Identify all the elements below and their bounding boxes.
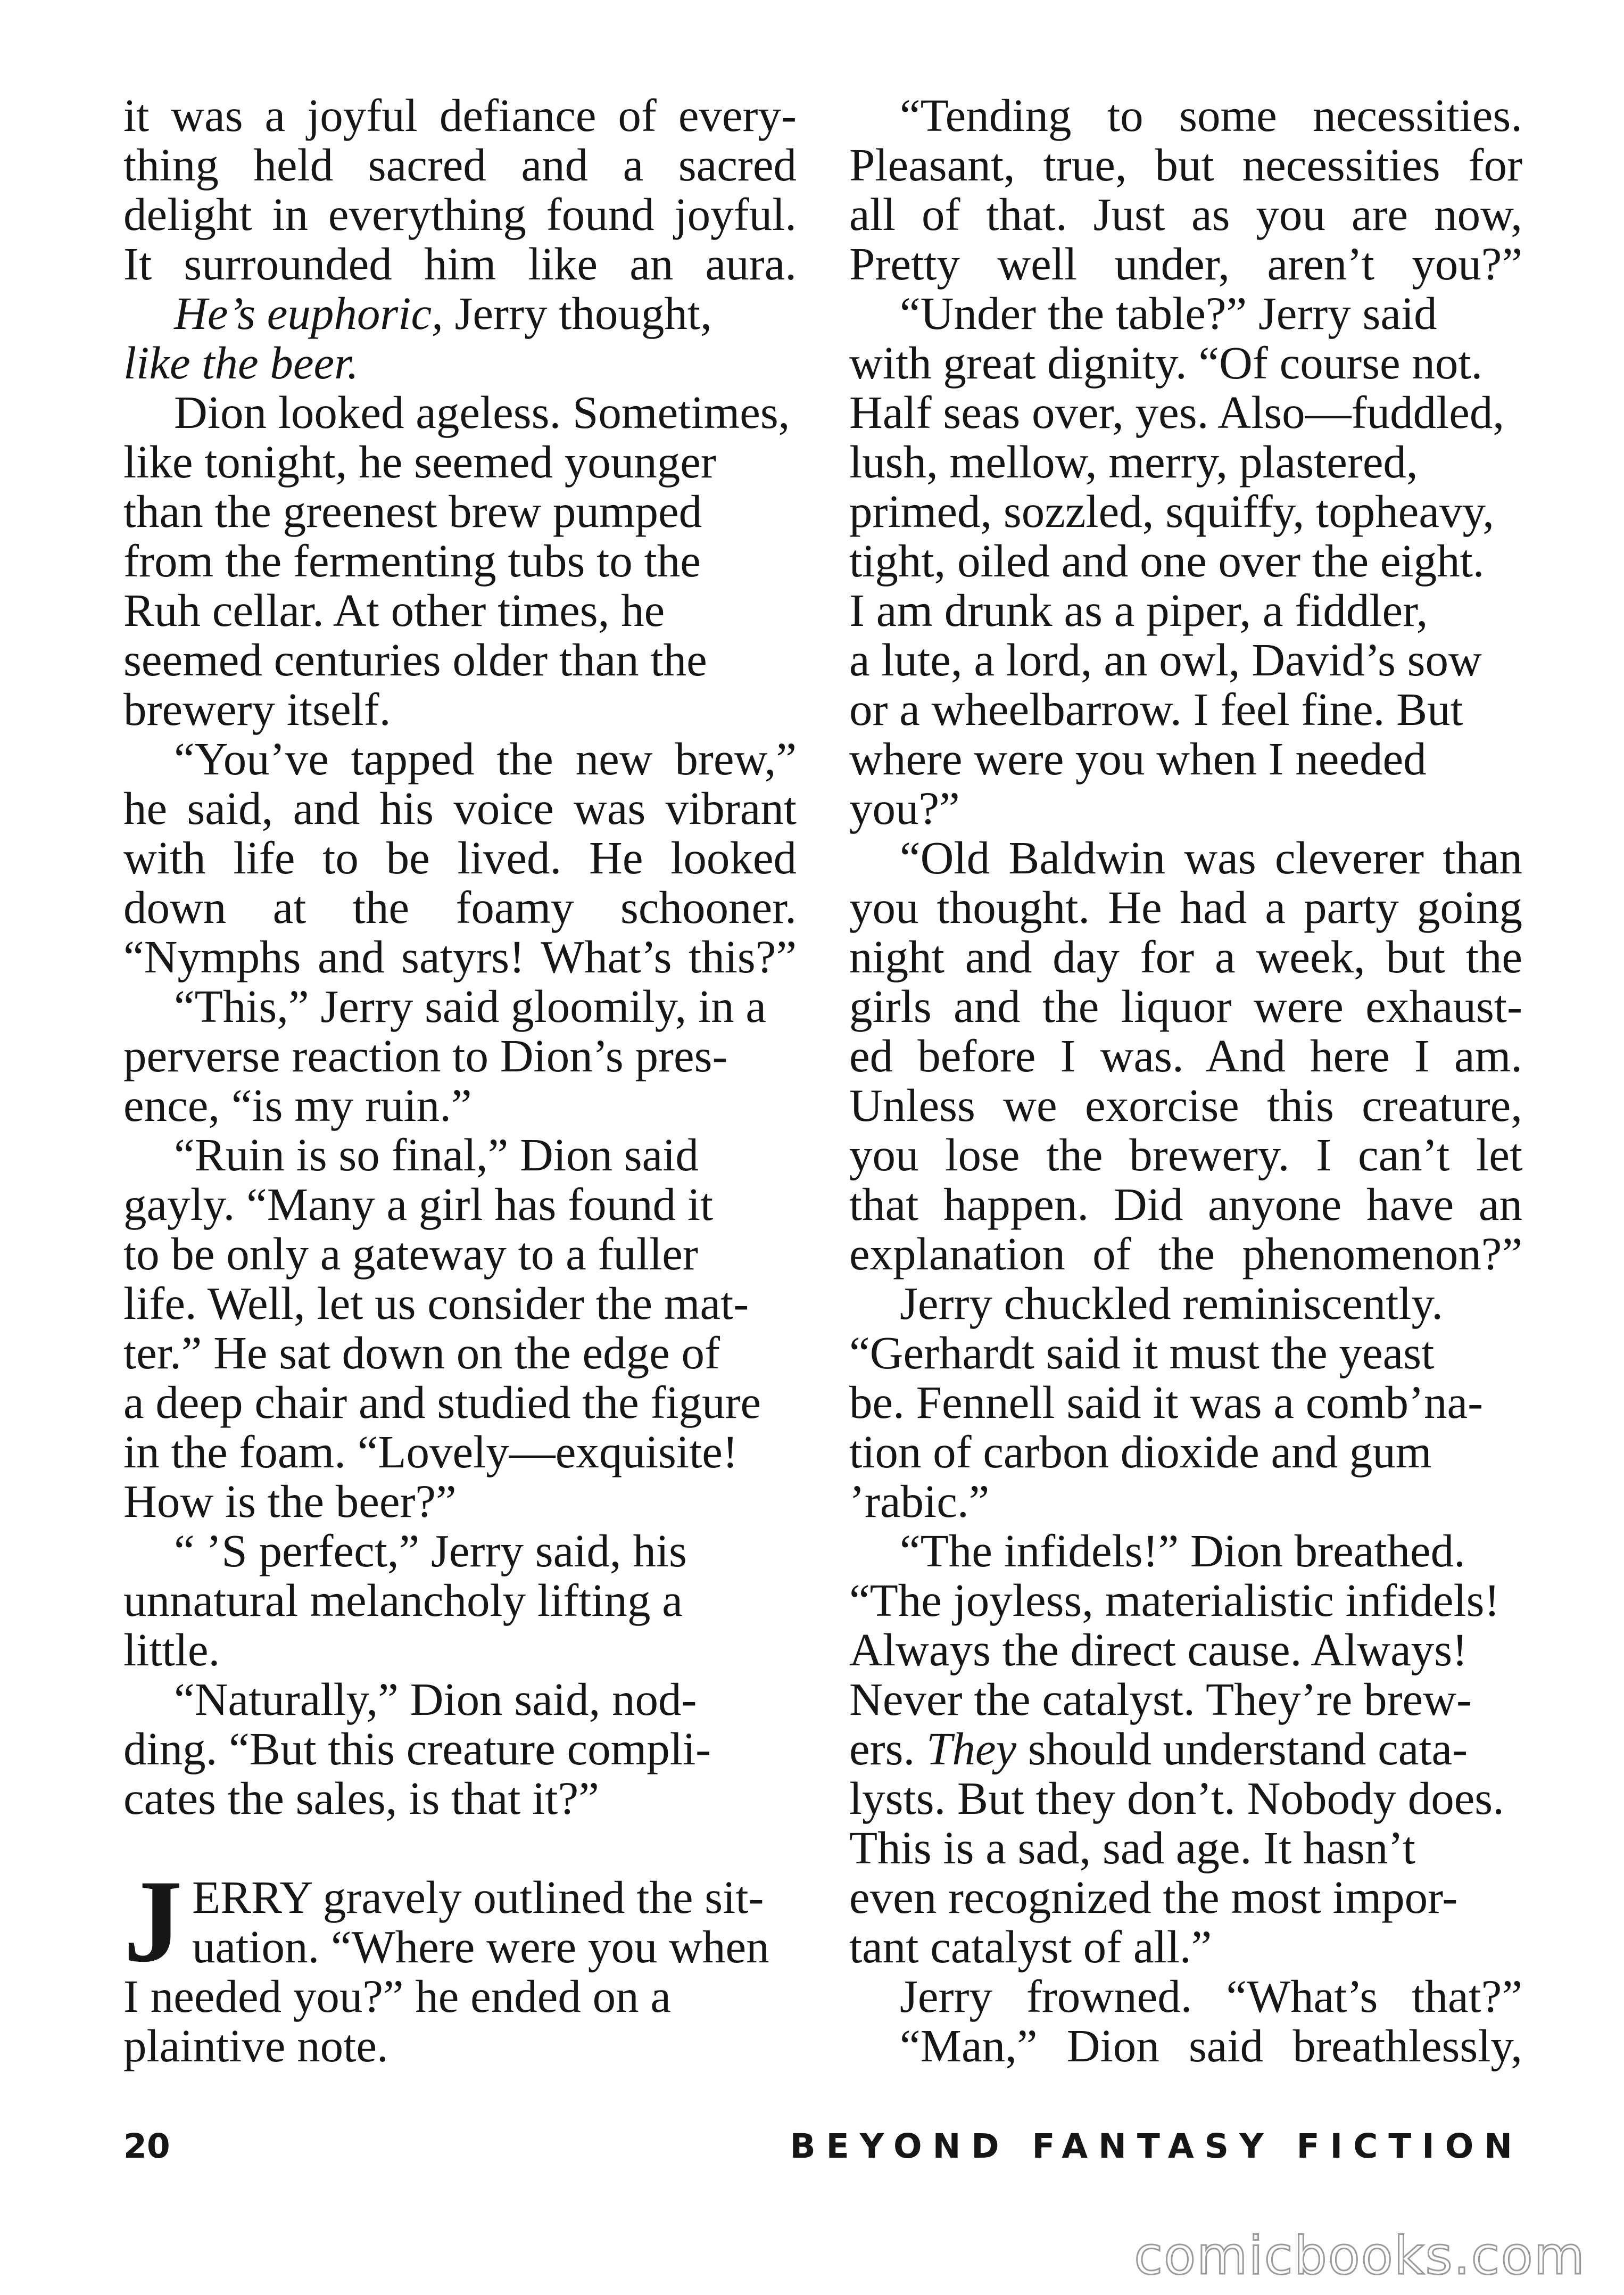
italic-text: He’s euphoric, [174,287,443,339]
text-line: tight, oiled and one over the eight. [849,535,1485,587]
paragraph [849,2021,1522,2070]
text-line: in the foam. “Lovely—exquisite! [123,1426,738,1477]
text-line: from the fermenting tubs to the [123,535,701,587]
text-line: ’rabic.” [849,1475,990,1527]
text-line: I needed you?” he ended on a [123,1970,672,2022]
text-line: “Gerhardt said it must the yeast [849,1327,1435,1378]
magazine-title: BEYOND FANTASY FICTION [790,2127,1523,2166]
text-line: Jerry chuckled reminiscently. [900,1277,1444,1329]
right-column [849,90,1522,2070]
text-line: lush, mellow, merry, plastered, [849,436,1418,488]
text-line: it was a joyful defiance of every- [123,89,797,141]
paragraph [849,833,1522,1278]
text-line: little. [123,1624,220,1675]
drop-cap: J [123,1856,183,1987]
text-line: ers. [849,1723,926,1774]
paragraph [123,90,797,288]
text-line: ter.” He sat down on the edge of [123,1327,720,1378]
text-line: all of that. Just as you are now, [849,188,1522,240]
text-line: to be only a gateway to a fuller [123,1228,698,1279]
text-line: girls and the liquor were exhaust- [849,980,1522,1032]
text-line: Always the direct cause. Always! [849,1624,1468,1675]
text-line: be. Fennell said it was a comb’na- [849,1376,1484,1428]
text-line: Dion looked ageless. Sometimes, [174,386,790,438]
text-line: “Naturally,” Dion said, nod- [174,1673,697,1725]
paragraph [123,387,797,734]
text-line: primed, sozzled, squiffy, topheavy, [849,485,1495,537]
text-line: you lose the brewery. I can’t let [849,1129,1522,1180]
text-line: Never the catalyst. They’re brew- [849,1673,1472,1725]
text-line: where were you when I needed [849,733,1427,785]
paragraph [123,1526,797,1674]
text-line: lysts. But they don’t. Nobody does. [849,1772,1504,1824]
text-line: “Tending to some necessities. [900,89,1522,141]
text-line: that happen. Did anyone have an [849,1178,1522,1230]
text-line: Jerry frowned. “What’s that?” [900,1970,1522,2022]
watermark: comicbooks.com [1134,2226,1586,2286]
text-line: even recognized the most impor- [849,1871,1458,1923]
text-line: ding. “But this creature compli- [123,1723,711,1774]
text-line: tant catalyst of all.” [849,1921,1212,1972]
paragraph [123,1856,797,2071]
page-number: 20 [123,2127,170,2166]
text-line: ERRY gravely outlined the sit- [192,1871,764,1923]
text-line: “Man,” Dion said breathlessly, [900,2020,1522,2071]
paragraph [123,1674,797,1823]
text-line: seemed centuries older than the [123,634,707,686]
text-line: It surrounded him like an aura. [123,238,797,290]
text-line: like tonight, he seemed younger [123,436,716,488]
text-line: Ruh cellar. At other times, he [123,584,665,636]
text-line: gayly. “Many a girl has found it [123,1178,714,1230]
text-line: uation. “Where were you when [192,1921,769,1972]
text-line: unnatural melancholy lifting a [123,1574,683,1626]
text-line: Half seas over, yes. Also—fuddled, [849,386,1505,438]
paragraph [849,1278,1522,1526]
paragraph [123,288,797,387]
text-line: perverse reaction to Dion’s pres- [123,1030,728,1082]
text-line: Jerry thought, [443,287,712,339]
paragraph [849,1526,1522,1971]
text-line: Unless we exorcise this creature, [849,1079,1522,1131]
text-line: “The joyless, materialistic infidels! [849,1574,1500,1626]
italic-text: like the beer. [123,337,359,389]
text-line: I am drunk as a piper, a fiddler, [849,584,1428,636]
text-line: night and day for a week, but the [849,931,1522,983]
text-line: thing held sacred and a sacred [123,139,797,191]
text-line: “This,” Jerry said gloomily, in a [174,980,767,1032]
text-line: you thought. He had a party going [849,881,1522,933]
paragraph [123,981,797,1130]
text-line: he said, and his voice was vibrant [123,782,797,834]
text-line: ence, “is my ruin.” [123,1079,472,1131]
text-line: brewery itself. [123,683,391,735]
paragraph [849,288,1522,833]
text-line: Pretty well under, aren’t you?” [849,238,1522,290]
text-line: “Ruin is so final,” Dion said [174,1129,699,1180]
text-line: explanation of the phenomenon?” [849,1228,1522,1279]
text-line: delight in everything found joyful. [123,188,797,240]
text-line: ed before I was. And here I am. [849,1030,1522,1082]
paragraph [849,90,1522,288]
text-line: than the greenest brew pumped [123,485,702,537]
text-line: “The infidels!” Dion breathed. [900,1525,1465,1576]
section-break [123,1823,797,1872]
left-column [123,90,797,2070]
text-line: should understand cata- [1016,1723,1468,1774]
text-line: tion of carbon dioxide and gum [849,1426,1432,1477]
text-line: plaintive note. [123,2020,388,2071]
text-line: This is a sad, sad age. It hasn’t [849,1822,1415,1873]
text-line: cates the sales, is that it?” [123,1772,599,1824]
text-line: “You’ve tapped the new brew,” [174,733,797,785]
paragraph [849,1971,1522,2021]
italic-text: They [926,1723,1017,1774]
text-line: Pleasant, true, but necessities for [849,139,1522,191]
text-line: with life to be lived. He looked [123,832,797,884]
text-line: down at the foamy schooner. [123,881,797,933]
text-line: “ ’S perfect,” Jerry said, his [174,1525,687,1576]
text-line: “Old Baldwin was cleverer than [900,832,1522,884]
text-line: life. Well, let us consider the mat- [123,1277,749,1329]
text-line: “Under the table?” Jerry said [900,287,1437,339]
text-line: How is the beer?” [123,1475,457,1527]
text-line: or a wheelbarrow. I feel fine. But [849,683,1463,735]
text-line: you?” [849,782,960,834]
text-line: a lute, a lord, an owl, David’s sow [849,634,1482,686]
text-line: with great dignity. “Of course not. [849,337,1483,389]
paragraph [123,734,797,981]
paragraph [123,1130,797,1526]
text-line: a deep chair and studied the figure [123,1376,761,1428]
text-line: “Nymphs and satyrs! What’s this?” [123,931,797,983]
